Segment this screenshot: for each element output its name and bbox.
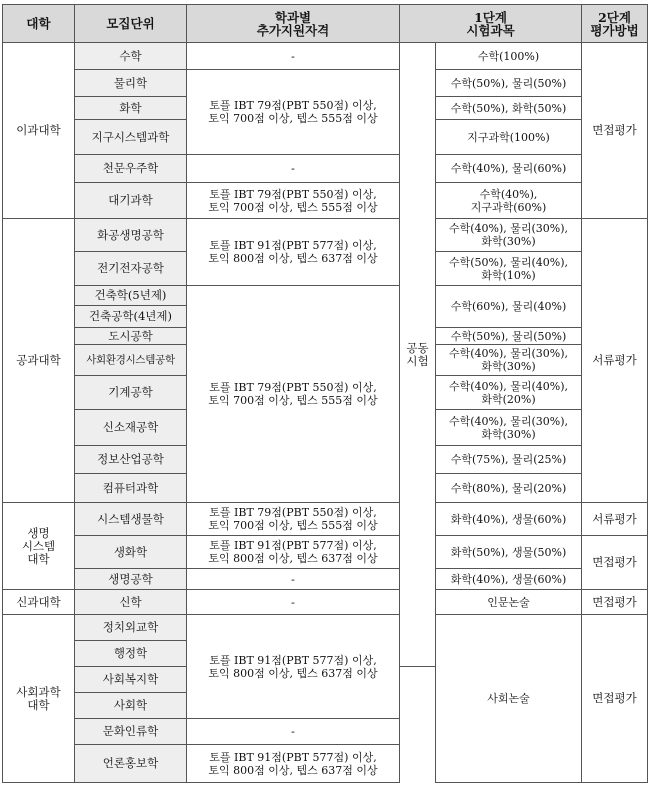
subject-cell: 수학(50%), 물리(40%), 화학(10%) [436, 252, 582, 286]
unit-cell: 기계공학 [75, 376, 187, 410]
subject-cell: 수학(40%), 물리(30%), 화학(30%) [436, 345, 582, 376]
subject-cell: 수학(40%), 물리(30%), 화학(30%) [436, 219, 582, 252]
college-science: 이과대학 [3, 43, 75, 219]
qualification-cell: 토플 IBT 91점(PBT 577점) 이상, 토익 800점 이상, 텝스 637점 이상 [187, 536, 400, 569]
unit-cell: 문화인류학 [75, 719, 187, 745]
table-row [3, 536, 648, 569]
subject-cell: 사회논술 [436, 615, 582, 783]
subject-cell: 수학(60%), 물리(40%) [436, 286, 582, 328]
table-row [3, 569, 648, 590]
header-row [3, 5, 648, 43]
unit-cell: 행정학 [75, 641, 187, 667]
unit-cell: 언론홍보학 [75, 745, 187, 783]
header-stage1: 1단계 시험과목 [400, 5, 582, 43]
unit-cell: 천문우주학 [75, 155, 187, 183]
subject-cell: 수학(100%) [436, 43, 582, 70]
unit-cell: 컴퓨터과학 [75, 474, 187, 503]
table-row [3, 286, 648, 306]
subject-cell: 수학(80%), 물리(20%) [436, 474, 582, 503]
unit-cell: 정치외교학 [75, 615, 187, 641]
qualification-cell: 토플 IBT 91점(PBT 577점) 이상, 토익 800점 이상, 텝스 637점 이상 [187, 615, 400, 719]
unit-cell: 건축공학(4년제) [75, 306, 187, 328]
subject-cell: 인문논술 [436, 590, 582, 615]
subject-cell: 수학(50%), 물리(50%) [436, 70, 582, 97]
unit-cell: 수학 [75, 43, 187, 70]
eval-science: 면접평가 [582, 43, 648, 219]
college-theology: 신과대학 [3, 590, 75, 615]
table-row [3, 590, 648, 615]
unit-cell: 생명공학 [75, 569, 187, 590]
subject-cell: 수학(50%), 화학(50%) [436, 97, 582, 120]
qualification-cell: - [187, 590, 400, 615]
college-life-systems: 생명 시스템 대학 [3, 503, 75, 590]
table-row [3, 503, 648, 536]
table-row [3, 615, 648, 641]
unit-cell: 화공생명공학 [75, 219, 187, 252]
subject-cell: 수학(40%), 물리(30%), 화학(30%) [436, 410, 582, 446]
unit-cell: 사회학 [75, 693, 187, 719]
common-exam-cell: 공동 시험 [400, 43, 436, 667]
table-row [3, 219, 648, 252]
eval-social: 면접평가 [582, 615, 648, 783]
subject-cell: 수학(50%), 물리(50%) [436, 328, 582, 345]
subject-cell: 화학(50%), 생물(50%) [436, 536, 582, 569]
qualification-cell: 토플 IBT 91점(PBT 577점) 이상, 토익 800점 이상, 텝스 637점 이상 [187, 745, 400, 783]
eval-cell: 서류평가 [582, 503, 648, 536]
header-unit: 모집단위 [75, 5, 187, 43]
unit-cell: 사회복지학 [75, 667, 187, 693]
subject-cell: 화학(40%), 생물(60%) [436, 569, 582, 590]
unit-cell: 지구시스템과학 [75, 120, 187, 155]
unit-cell: 신학 [75, 590, 187, 615]
unit-cell: 사회환경시스템공학 [75, 345, 187, 376]
unit-cell: 전기전자공학 [75, 252, 187, 286]
unit-cell: 건축학(5년제) [75, 286, 187, 306]
unit-cell: 생화학 [75, 536, 187, 569]
qualification-cell: - [187, 719, 400, 745]
qualification-cell: 토플 IBT 79점(PBT 550점) 이상, 토익 700점 이상, 텝스 555점 이상 [187, 503, 400, 536]
admissions-table [2, 4, 648, 783]
table-row [3, 155, 648, 183]
eval-engineering: 서류평가 [582, 219, 648, 503]
unit-cell: 신소재공학 [75, 410, 187, 446]
college-social-science: 사회과학 대학 [3, 615, 75, 783]
eval-life: 면접평가 [582, 536, 648, 590]
qualification-cell: 토플 IBT 79점(PBT 550점) 이상, 토익 700점 이상, 텝스 555점 이상 [187, 183, 400, 219]
qualification-cell: 토플 IBT 79점(PBT 550점) 이상, 토익 700점 이상, 텝스 555점 이상 [187, 70, 400, 155]
unit-cell: 시스템생물학 [75, 503, 187, 536]
subject-cell: 수학(40%), 지구과학(60%) [436, 183, 582, 219]
unit-cell: 정보산업공학 [75, 446, 187, 474]
header-college: 대학 [3, 5, 75, 43]
table-row [3, 43, 648, 70]
qualification-cell: 토플 IBT 91점(PBT 577점) 이상, 토익 800점 이상, 텝스 637점 이상 [187, 219, 400, 286]
eval-cell: 면접평가 [582, 590, 648, 615]
unit-cell: 화학 [75, 97, 187, 120]
qualification-cell: 토플 IBT 79점(PBT 550점) 이상, 토익 700점 이상, 텝스 555점 이상 [187, 286, 400, 503]
subject-cell: 수학(40%), 물리(60%) [436, 155, 582, 183]
subject-cell: 수학(40%), 물리(40%), 화학(20%) [436, 376, 582, 410]
unit-cell: 도시공학 [75, 328, 187, 345]
qualification-cell: - [187, 155, 400, 183]
unit-cell: 물리학 [75, 70, 187, 97]
subject-cell: 화학(40%), 생물(60%) [436, 503, 582, 536]
header-qualification: 학과별 추가지원자격 [187, 5, 400, 43]
table-row [3, 183, 648, 219]
subject-cell: 수학(75%), 물리(25%) [436, 446, 582, 474]
table-row [3, 70, 648, 97]
unit-cell: 대기과학 [75, 183, 187, 219]
qualification-cell: - [187, 569, 400, 590]
header-stage2: 2단계 평가방법 [582, 5, 648, 43]
college-engineering: 공과대학 [3, 219, 75, 503]
qualification-cell: - [187, 43, 400, 70]
subject-cell: 지구과학(100%) [436, 120, 582, 155]
